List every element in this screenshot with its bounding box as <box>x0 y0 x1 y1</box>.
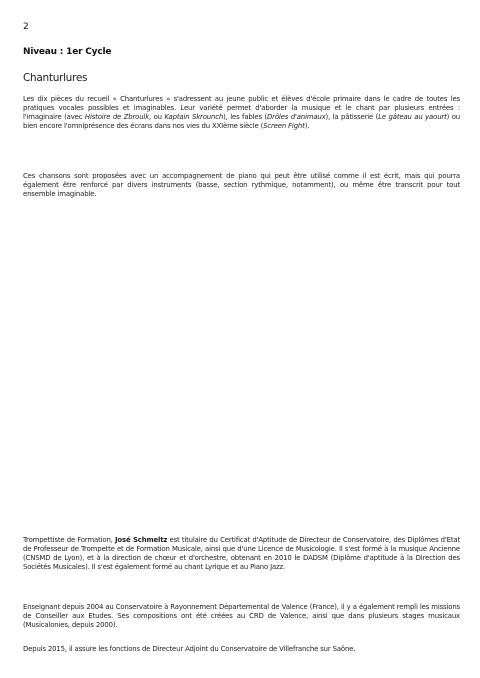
text-run: ). <box>304 122 310 130</box>
text-run: ), les fables ( <box>223 113 267 121</box>
description-paragraph <box>23 95 460 131</box>
text-run: ), la pâtisserie ( <box>325 113 379 121</box>
teaching-paragraph: Enseignant depuis 2004 au Conservatoire à Rayonnement Départemental de Valence (France), il y a également rempli les missions de Conseiller aux Etudes. Ses compositions ont été créées au CRD de Valence, ainsi que dans plusieurs stages musicaux (Musicalonies, depuis 2000). <box>23 603 460 629</box>
composer-name: José Schmeltz <box>115 536 168 544</box>
text-run: Les dix pièces du recueil « Chanturlures » s'adressent au jeune public et élèves d'école primaire dans le cadre de toutes les pratiques vocales possibles et imaginables. Leur variété permet d'aborder la musique et le chant par plusieurs entrées : l'imaginaire (avec <box>23 95 460 121</box>
text-run: ) ou bien encore l'omniprésence des écrans dans nos vies du XXIème siècle ( <box>23 113 461 130</box>
title-droles-d-animaux: Drôles d'animaux <box>267 113 326 121</box>
title-screen-fight: Screen Fight <box>263 122 305 130</box>
level-heading: Niveau : 1er Cycle <box>23 47 112 57</box>
text-run: , ou <box>149 113 165 121</box>
title-kaptain-skrounch: Kaptain Skrounch <box>164 113 224 121</box>
title-histoire-de-zbroulk: Histoire de Zbroulk <box>84 113 150 121</box>
collection-title: Chanturlures <box>23 72 88 84</box>
current-role-paragraph: Depuis 2015, il assure les fonctions de Directeur Adjoint du Conservatoire de Villefranche sur Saône. <box>23 645 356 653</box>
title-le-gateau-au-yaourt: Le gâteau au yaourt <box>378 113 447 121</box>
biography-paragraph <box>23 536 460 572</box>
text-run: est titulaire du Certificat d'Aptitude de Directeur de Conservatoire, des Diplômes d'Etat de Professeur de Trompette et de Formation Musicale, ainsi que d'une Licence de Musicologie. Il s'est formé à la musique Ancienne (CNSMD de Lyon), et à la direction de chœur et d'orchestre, obtenant en 2010 le DADSM (Diplôme d'aptitude à la Direction des Sociétés Musicales). Il s'est également formé au chant Lyrique et au Piano Jazz. <box>23 536 461 571</box>
page-number: 2 <box>23 22 29 32</box>
text-run: Trompettiste de Formation, <box>23 536 116 544</box>
accompaniment-paragraph: Ces chansons sont proposées avec un accompagnement de piano qui peut être utilisé comme il est écrit, mais qui pourra également être renforcé par divers instruments (basse, section rythmique, notamment), ou même être transcrit pour tout ensemble imaginable. <box>23 172 460 198</box>
